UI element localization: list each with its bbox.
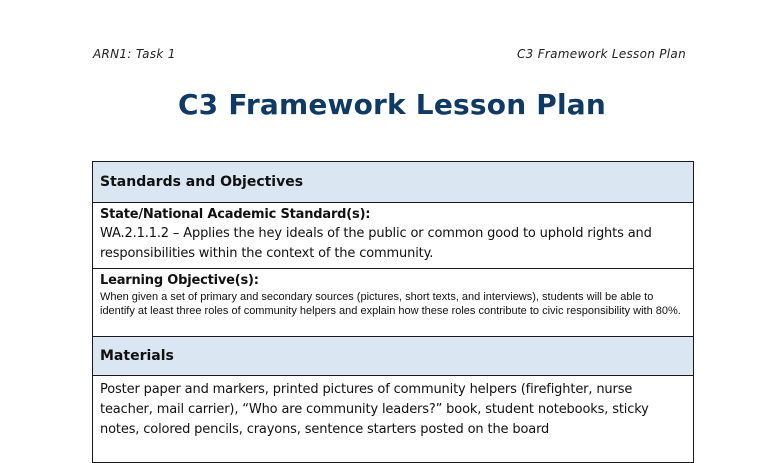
- objective-label: Learning Objective(s):: [100, 273, 259, 288]
- standard-cell: [93, 203, 693, 269]
- section-heading-standards: Standards and Objectives: [93, 162, 693, 203]
- lesson-plan-table: [92, 161, 694, 463]
- materials-text: Poster paper and markers, printed pictures of community helpers (firefighter, nurse teacher, mail carrier), “Who are community leaders?” book, student notebooks, sticky notes, colored pencils, crayons, sentence starters posted on the board: [100, 382, 649, 437]
- page-title: C3 Framework Lesson Plan: [177, 88, 607, 121]
- standard-text: WA.2.1.1.2 – Applies the hey ideals of the public or common good to uphold rights and responsibilities within the context of the community.: [100, 226, 652, 261]
- objective-text: When given a set of primary and secondary sources (pictures, short texts, and interviews), students will be able to identify at least three roles of community helpers and explain how these roles contribute to civic responsibility with 80%.: [100, 291, 681, 317]
- materials-cell: [93, 376, 693, 463]
- section-heading-materials: Materials: [93, 337, 693, 376]
- header-left-text: ARN1: Task 1: [93, 47, 176, 61]
- header-right-text: C3 Framework Lesson Plan: [516, 47, 686, 61]
- standard-label: State/National Academic Standard(s):: [100, 207, 371, 222]
- objective-cell: [93, 269, 693, 337]
